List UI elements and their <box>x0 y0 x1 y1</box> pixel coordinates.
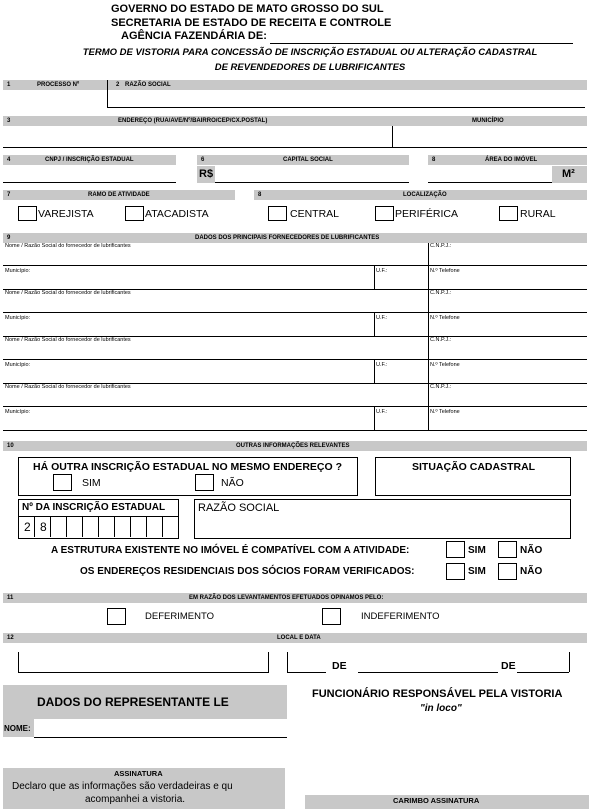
supplier-name-field[interactable] <box>3 406 587 407</box>
supplier-name-field[interactable] <box>3 312 587 313</box>
structure-yes-checkbox[interactable] <box>446 541 465 558</box>
divider <box>428 337 429 359</box>
supplier-name-label: Nome / Razão Social do fornecedor de lubrificantes <box>5 243 131 249</box>
central-label: CENTRAL <box>290 208 340 220</box>
divider <box>428 243 429 265</box>
section-3-bar <box>3 116 587 126</box>
supplier-phone-label: N.º Telefone <box>430 362 460 368</box>
structure-no-checkbox[interactable] <box>498 541 517 558</box>
wholesale-checkbox[interactable] <box>125 206 144 221</box>
digit-divider <box>66 516 67 537</box>
supplier-municipality-label: Município: <box>5 409 31 415</box>
month-field[interactable] <box>358 672 498 673</box>
rural-label: RURAL <box>520 208 556 220</box>
yes-label: SIM <box>468 545 486 556</box>
registration-number-label: Nº DA INSCRIÇÃO ESTADUAL <box>22 502 166 513</box>
peripheral-label: PERIFÉRICA <box>395 208 459 220</box>
supplier-uf-label: U.F.: <box>376 362 388 368</box>
section-number: 10 <box>7 443 14 449</box>
other-registration-yes-checkbox[interactable] <box>53 474 72 491</box>
capital-field[interactable] <box>215 182 409 183</box>
day-field[interactable] <box>287 672 326 673</box>
section-number: 12 <box>7 635 14 641</box>
form-title-1: TERMO DE VISTORIA PARA CONCESSÃO DE INSCRIÇÃO ESTADUAL OU ALTERAÇÃO CADASTRAL <box>82 47 538 58</box>
place-field-left <box>18 652 19 672</box>
declaration-line-1: Declaro que as informações são verdadeiras e qu <box>12 781 233 792</box>
area-label: ÁREA DO IMÓVEL <box>485 157 538 163</box>
other-registration-question: HÁ OUTRA INSCRIÇÃO ESTADUAL NO MESMO ENDEREÇO ? <box>33 461 342 473</box>
supplier-uf-label: U.F.: <box>376 268 388 274</box>
section-4-bar <box>3 155 176 165</box>
section-number: 11 <box>7 595 14 601</box>
supplier-municipality-label: Município: <box>5 315 31 321</box>
divider <box>428 406 429 430</box>
digit-divider <box>98 516 99 537</box>
section-8-location-bar <box>254 190 587 200</box>
section-11-bar <box>3 593 587 603</box>
peripheral-checkbox[interactable] <box>375 206 394 221</box>
section-number: 9 <box>7 235 11 241</box>
area-field[interactable] <box>428 182 552 183</box>
place-date-label: LOCAL E DATA <box>277 635 321 641</box>
yes-label: SIM <box>468 566 486 577</box>
date-separator-1: DE <box>332 660 347 672</box>
section-number: 4 <box>7 157 11 163</box>
stamp-label: CARIMBO ASSINATURA <box>393 796 480 805</box>
supplier-cnpj-label: C.N.P.J.: <box>430 290 452 296</box>
inspector-subtitle: "in loco" <box>420 703 462 714</box>
other-info-label: OUTRAS INFORMAÇÕES RELEVANTES <box>236 443 350 449</box>
no-label: NÃO <box>520 566 543 577</box>
digit-divider <box>130 516 131 537</box>
supplier-uf-label: U.F.: <box>376 315 388 321</box>
activity-label: RAMO DE ATIVIDADE <box>88 192 150 198</box>
section-1-bar <box>3 80 587 90</box>
retail-label: VAREJISTA <box>38 208 94 220</box>
section-8-area-bar <box>428 155 587 165</box>
central-checkbox[interactable] <box>268 206 287 221</box>
date-separator-2: DE <box>501 660 516 672</box>
address-label: ENDEREÇO (RUA/AVE/Nº/BAIRRO/CEP/CX.POSTAL) <box>118 118 268 124</box>
company-name-label: RAZÃO SOCIAL <box>125 82 171 88</box>
digit-divider <box>146 516 147 537</box>
structure-question: A ESTRUTURA EXISTENTE NO IMÓVEL É COMPATÍVEL COM A ATIVIDADE: <box>51 545 410 556</box>
supplier-name-label: Nome / Razão Social do fornecedor de lubrificantes <box>5 290 131 296</box>
opinion-label: EM RAZÃO DOS LEVANTAMENTOS EFETUADOS OPINAMOS PELO: <box>189 595 384 601</box>
supplier-municipality-label: Município: <box>5 362 31 368</box>
divider <box>374 359 375 383</box>
approval-checkbox[interactable] <box>107 608 126 625</box>
representative-title: DADOS DO REPRESENTANTE LE <box>37 695 229 709</box>
process-number-label: PROCESSO Nº <box>37 82 80 88</box>
section-number: 1 <box>7 82 11 88</box>
section-number: 7 <box>7 192 11 198</box>
area-unit: M² <box>562 168 575 180</box>
divider <box>392 126 393 147</box>
other-registration-no-checkbox[interactable] <box>195 474 214 491</box>
declaration-line-2: acompanhei a vistoria. <box>85 794 186 805</box>
digit-2: 8 <box>40 520 47 534</box>
representative-name-field[interactable] <box>34 737 287 738</box>
date-field-left <box>287 652 288 672</box>
place-field-right <box>268 652 269 672</box>
supplier-name-label: Nome / Razão Social do fornecedor de lubrificantes <box>5 384 131 390</box>
section-7-bar <box>3 190 235 200</box>
digit-divider <box>82 516 83 537</box>
section-number: 2 <box>116 82 120 88</box>
section-10-bar <box>3 441 587 451</box>
residences-no-checkbox[interactable] <box>498 563 517 580</box>
no-label: NÃO <box>520 545 543 556</box>
divider <box>428 265 429 289</box>
supplier-municipality-field[interactable] <box>3 430 587 431</box>
inspector-title: FUNCIONÁRIO RESPONSÁVEL PELA VISTORIA <box>312 688 563 700</box>
divider <box>428 359 429 383</box>
company-name-field[interactable] <box>107 107 585 108</box>
registration-status-label: SITUAÇÃO CADASTRAL <box>412 461 536 473</box>
digit-divider <box>18 516 19 537</box>
supplier-cnpj-label: C.N.P.J.: <box>430 337 452 343</box>
year-field[interactable] <box>517 672 569 673</box>
supplier-name-field[interactable] <box>3 265 587 266</box>
digit-divider <box>34 516 35 537</box>
divider <box>374 312 375 336</box>
section-number: 3 <box>7 118 11 124</box>
yes-label: SIM <box>82 477 101 489</box>
section-12-bar <box>3 633 587 643</box>
rural-checkbox[interactable] <box>499 206 518 221</box>
capital-label: CAPITAL SOCIAL <box>283 157 333 163</box>
company-name-label-2: RAZÃO SOCIAL <box>198 502 280 514</box>
divider <box>374 406 375 430</box>
section-9-bar <box>3 233 587 243</box>
divider <box>374 265 375 289</box>
supplier-name-label: Nome / Razão Social do fornecedor de lubrificantes <box>5 337 131 343</box>
divider <box>107 80 108 107</box>
digit-1: 2 <box>24 520 31 534</box>
digit-divider <box>114 516 115 537</box>
place-field[interactable] <box>18 672 269 673</box>
rejection-checkbox[interactable] <box>322 608 341 625</box>
section-number: 8 <box>432 157 436 163</box>
suppliers-label: DADOS DOS PRINCIPAIS FORNECEDORES DE LUBRIFICANTES <box>195 235 380 241</box>
supplier-uf-label: U.F.: <box>376 409 388 415</box>
retail-checkbox[interactable] <box>18 206 37 221</box>
section-6-bar <box>197 155 409 165</box>
digit-divider <box>162 516 163 537</box>
no-label: NÃO <box>221 477 244 489</box>
divider <box>428 312 429 336</box>
supplier-phone-label: N.º Telefone <box>430 315 460 321</box>
cnpj-field[interactable] <box>3 182 176 183</box>
header-line-1: GOVERNO DO ESTADO DE MATO GROSSO DO SUL <box>111 3 384 15</box>
supplier-phone-label: N.º Telefone <box>430 268 460 274</box>
divider <box>428 384 429 406</box>
supplier-phone-label: N.º Telefone <box>430 409 460 415</box>
name-label: NOME: <box>4 724 31 733</box>
supplier-cnpj-label: C.N.P.J.: <box>430 384 452 390</box>
supplier-name-field[interactable] <box>3 359 587 360</box>
wholesale-label: ATACADISTA <box>145 208 209 220</box>
rejection-label: INDEFERIMENTO <box>361 611 440 622</box>
signature-label: ASSINATURA <box>114 769 163 778</box>
section-number: 8 <box>258 192 262 198</box>
form-title-2: DE REVENDEDORES DE LUBRIFICANTES <box>214 62 406 73</box>
residences-yes-checkbox[interactable] <box>446 563 465 580</box>
currency-label: R$ <box>199 168 214 180</box>
municipality-label: MUNICÍPIO <box>472 118 504 124</box>
digit-divider <box>50 516 51 537</box>
residences-question: OS ENDEREÇOS RESIDENCIAIS DOS SÓCIOS FORAM VERIFICADOS: <box>80 566 415 577</box>
supplier-municipality-label: Município: <box>5 268 31 274</box>
agency-label: AGÊNCIA FAZENDÁRIA DE: <box>121 30 267 42</box>
cnpj-label: CNPJ / INSCRIÇÃO ESTADUAL <box>45 157 134 163</box>
header-line-2: SECRETARIA DE ESTADO DE RECEITA E CONTROLE <box>111 17 392 29</box>
address-field[interactable] <box>3 147 587 148</box>
agency-field-line[interactable] <box>270 43 573 44</box>
approval-label: DEFERIMENTO <box>145 611 214 622</box>
divider <box>428 290 429 312</box>
location-label: LOCALIZAÇÃO <box>403 192 447 198</box>
date-field-right <box>569 652 570 672</box>
section-number: 6 <box>201 157 205 163</box>
supplier-cnpj-label: C.N.P.J.: <box>430 243 452 249</box>
